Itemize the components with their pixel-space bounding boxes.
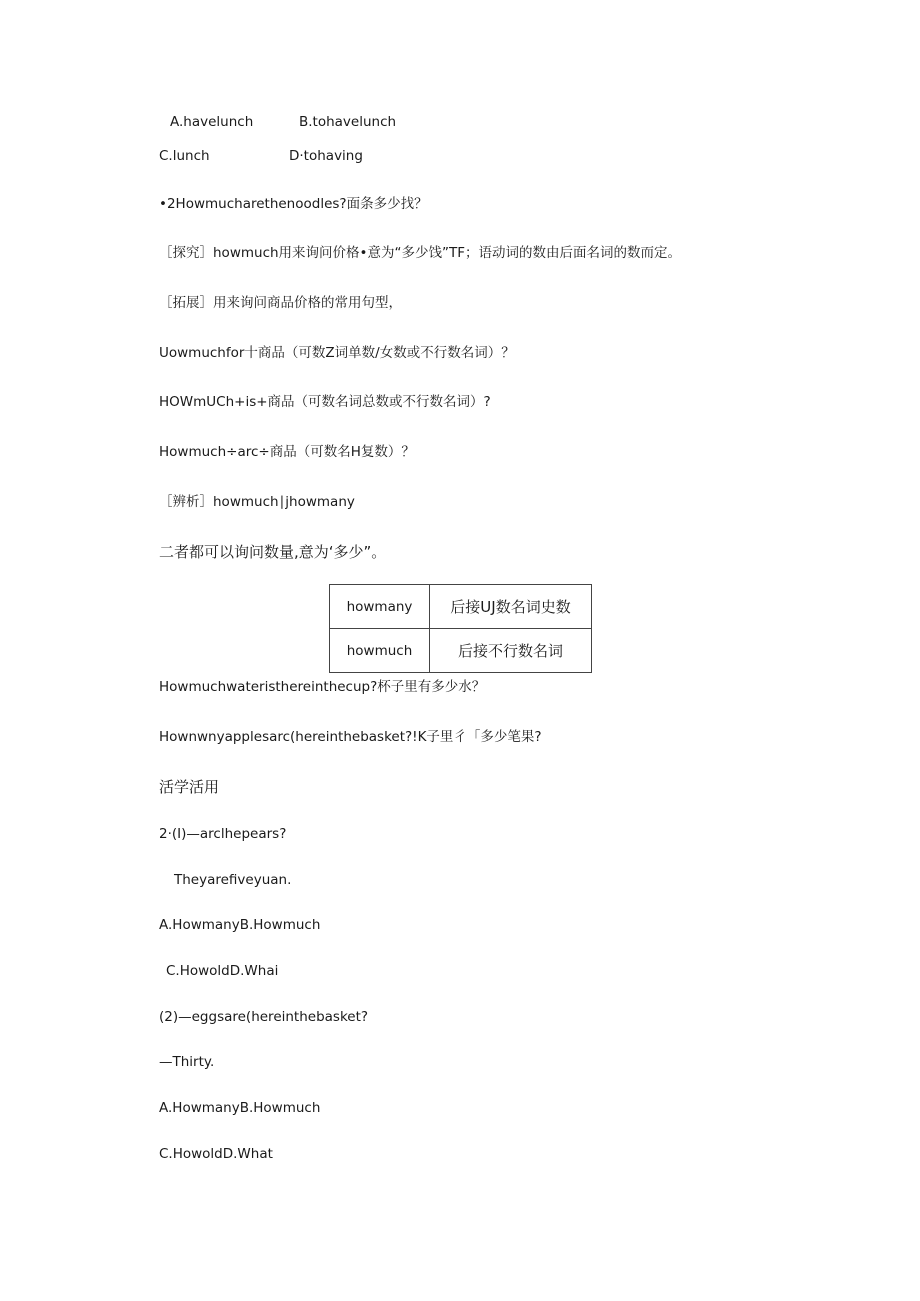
table-cell-word: howmany (330, 585, 430, 629)
table-row (330, 629, 592, 673)
both-note: 二者都可以询问数量,意为‘多少”。 (159, 543, 387, 561)
question-2-options-cd: C.HowoldD.What (159, 1146, 273, 1162)
explore-note: ［探究］howmuch用来询问价格•意为“多少饯”TF；语动词的数由后面名词的数而定。 (159, 245, 682, 261)
question-1: 2·(I)—arclhepears? (159, 826, 287, 842)
table-cell-word: howmuch (330, 629, 430, 673)
table-cell-desc: 后接UJ数名词史数 (430, 585, 592, 629)
table-row (330, 585, 592, 629)
question-2: (2)—eggsare(hereinthebasket? (159, 1009, 369, 1025)
question-1-options-ab: A.HowmanyB.Howmuch (159, 917, 321, 933)
question-1-options-cd: C.HowoldD.Whai (166, 963, 279, 979)
pattern-2: HOWmUCh+is+商品（可数名词总数或不行数名词）? (159, 394, 491, 410)
pattern-3: Howmuch÷arc÷商品（可数名H复数）？ (159, 444, 415, 460)
option-d: D·tohaving (289, 148, 363, 164)
practice-title: 活学活用 (159, 778, 220, 796)
extend-title: ［拓展］用来询问商品价格的常用句型， (159, 295, 402, 311)
analysis-title: ［辨析］howmuch∣jhowmany (159, 494, 355, 510)
example-2: Hownwnyapplesarc(hereinthebasket?!K子里彳「多少笔果? (159, 729, 542, 745)
comparison-table (329, 584, 592, 673)
option-a: A.havelunch (170, 114, 254, 130)
example-1: Howmuchwateristhereinthecup?杯子里有多少水？ (159, 679, 486, 695)
question-2-answer: —Thirty. (159, 1054, 215, 1070)
question-1-answer: Theyarefiveyuan. (174, 872, 292, 888)
point-2-heading: •2Howmucharethenoodles?面条多少找？ (159, 196, 428, 212)
option-c: C.lunch (159, 148, 210, 164)
pattern-1: Uowmuchfor十商品（可数Z词单数/女数或不行数名词）？ (159, 345, 515, 361)
question-2-options-ab: A.HowmanyB.Howmuch (159, 1100, 321, 1116)
table-cell-desc: 后接不行数名词 (430, 629, 592, 673)
option-b: B.tohavelunch (299, 114, 397, 130)
